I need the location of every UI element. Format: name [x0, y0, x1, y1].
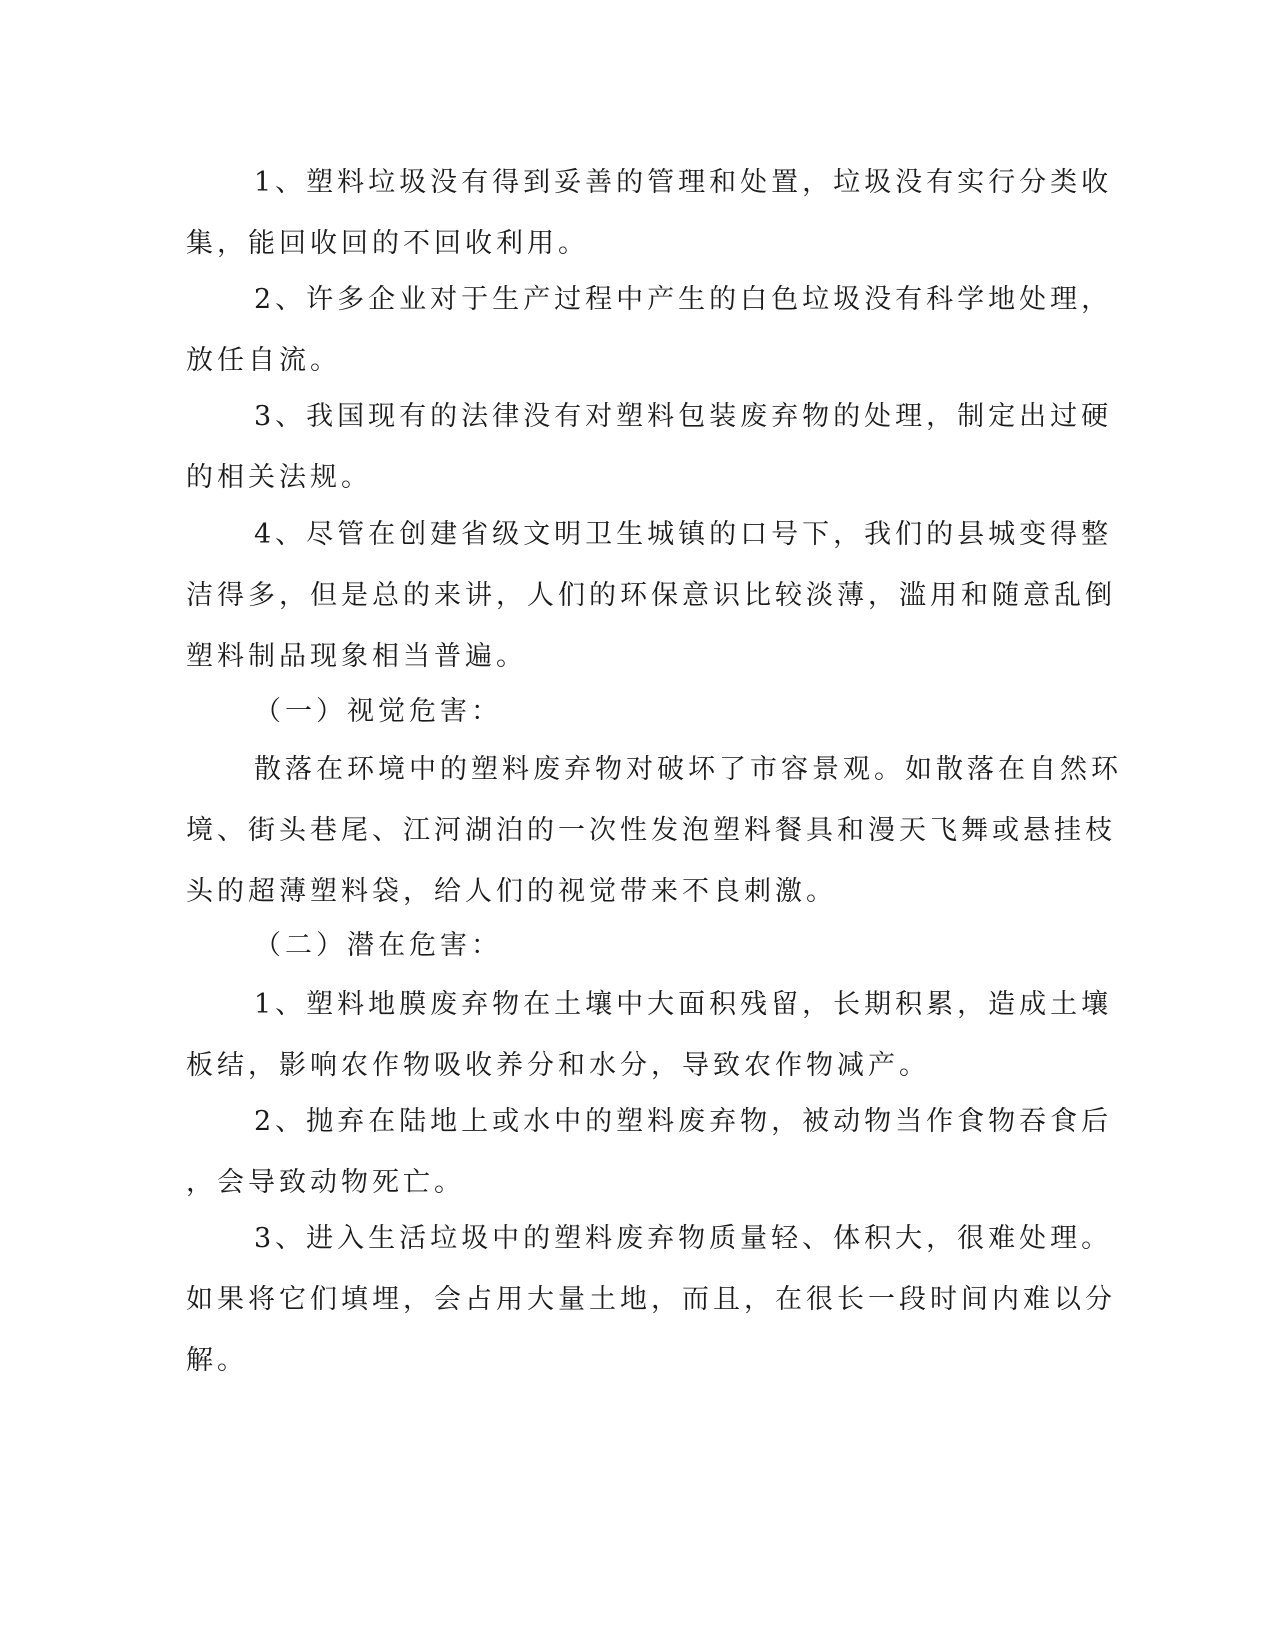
text-line: 3、进入生活垃圾中的塑料废弃物质量轻、体积大，很难处理。	[254, 1223, 1113, 1254]
heading-line: （二）潜在危害：	[254, 930, 502, 961]
text-line: 放任自流。	[186, 345, 341, 376]
paragraph-3	[186, 386, 1113, 508]
heading-line: （一）视觉危害：	[254, 696, 502, 727]
text-line: 2、抛弃在陆地上或水中的塑料废弃物，被动物当作食物吞食后	[254, 1106, 1113, 1137]
paragraph-7	[186, 1091, 1113, 1213]
text-line: 的相关法规。	[186, 462, 372, 493]
paragraph-8	[186, 1208, 1116, 1391]
text-line: 洁得多，但是总的来讲，人们的环保意识比较淡薄，滥用和随意乱倒	[186, 580, 1116, 611]
text-line: 板结，影响农作物吸收养分和水分，导致农作物减产。	[186, 1050, 930, 1081]
text-line: 集，能回收回的不回收利用。	[186, 228, 589, 259]
text-line: 4、尽管在创建省级文明卫生城镇的口号下，我们的县城变得整	[254, 519, 1113, 550]
text-line: 头的超薄塑料袋，给人们的视觉带来不良刺激。	[186, 876, 837, 907]
text-line: 1、塑料地膜废弃物在土壤中大面积残留，长期积累，造成土壤	[254, 989, 1113, 1020]
text-line: 境、街头巷尾、江河湖泊的一次性发泡塑料餐具和漫天飞舞或悬挂枝	[186, 815, 1116, 846]
text-line: 1、塑料垃圾没有得到妥善的管理和处置，垃圾没有实行分类收	[254, 167, 1113, 198]
paragraph-1	[186, 152, 1113, 274]
section-heading-potential-harm	[186, 915, 1066, 976]
paragraph-2	[186, 269, 1113, 391]
text-line: ，会导致动物死亡。	[186, 1167, 465, 1198]
text-line: 3、我国现有的法律没有对塑料包装废弃物的处理，制定出过硬	[254, 401, 1113, 432]
text-line: 如果将它们填埋，会占用大量土地，而且，在很长一段时间内难以分	[186, 1284, 1116, 1315]
text-line: 解。	[186, 1345, 248, 1376]
text-line: 塑料制品现象相当普遍。	[186, 641, 527, 672]
paragraph-5	[186, 739, 1122, 922]
section-heading-visual-harm	[186, 681, 1066, 742]
paragraph-4	[186, 504, 1116, 687]
text-line: 散落在环境中的塑料废弃物对破坏了市容景观。如散落在自然环	[254, 754, 1122, 785]
paragraph-6	[186, 974, 1113, 1096]
text-line: 2、许多企业对于生产过程中产生的白色垃圾没有科学地处理，	[254, 284, 1113, 315]
